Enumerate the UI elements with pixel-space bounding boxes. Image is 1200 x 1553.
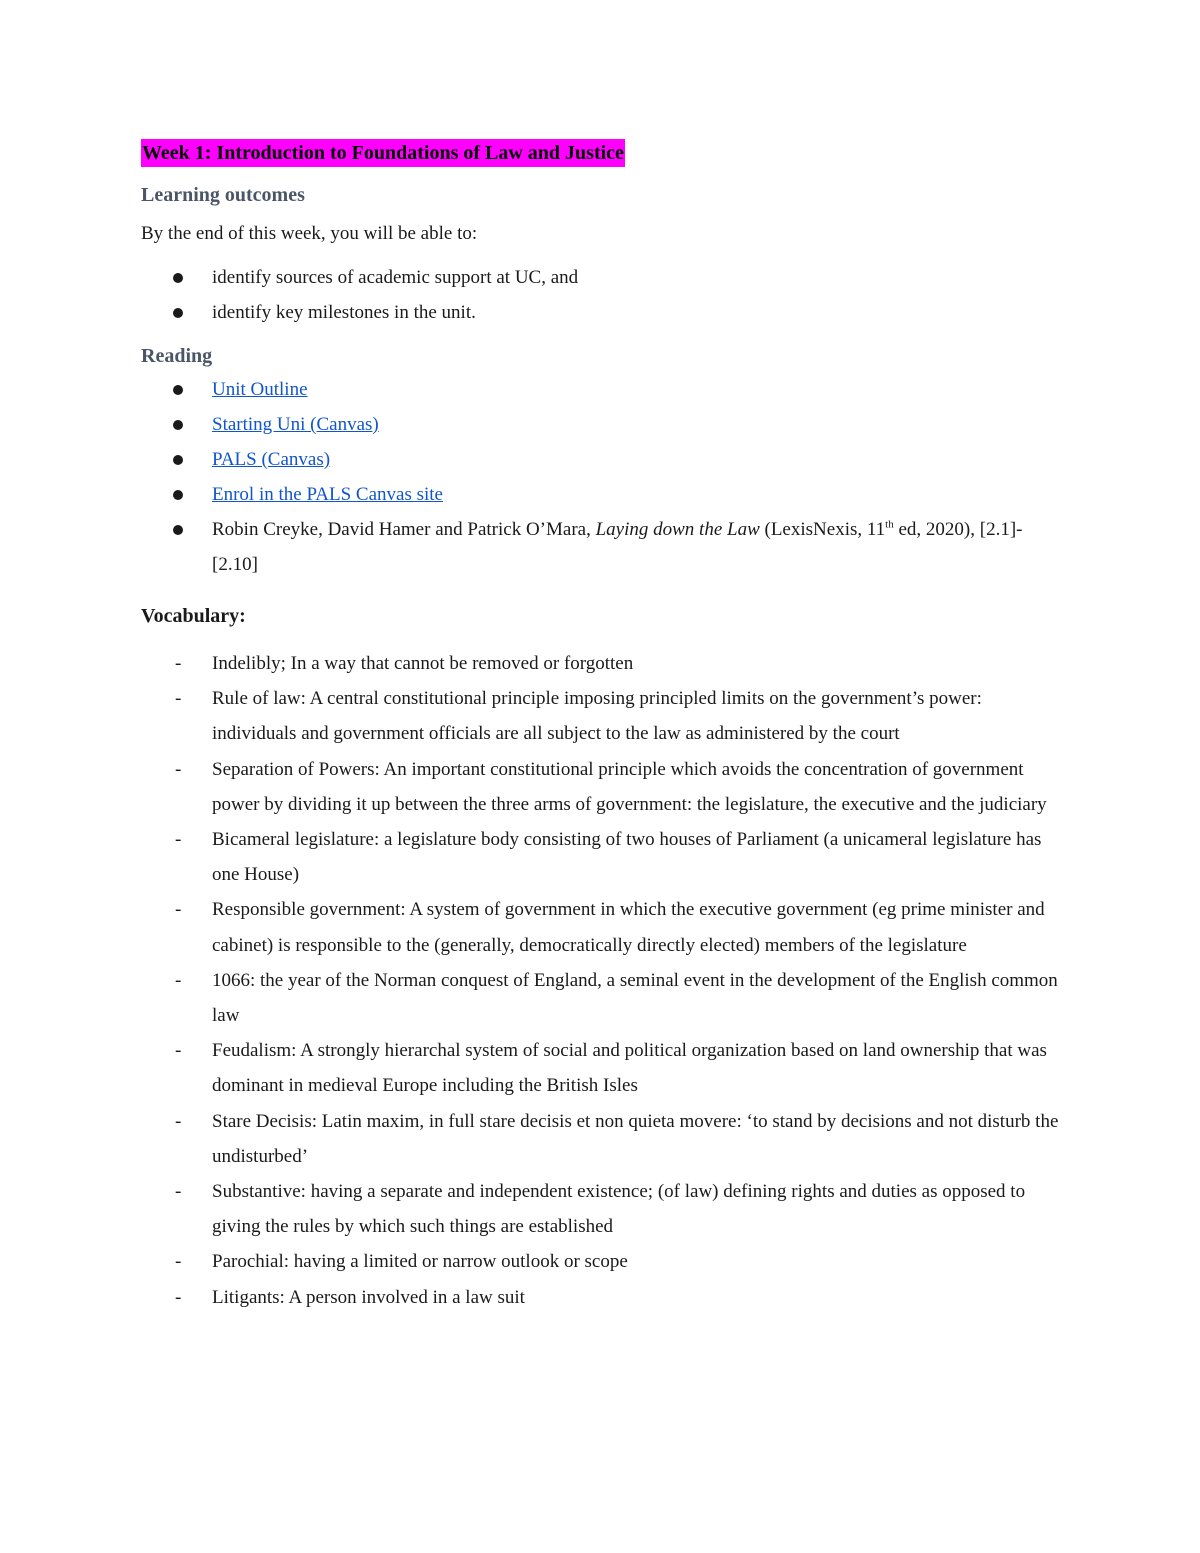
vocab-text: 1066: the year of the Norman conquest of England, a seminal event in the development of the English common law: [212, 969, 1058, 1027]
dash-marker: -: [175, 653, 182, 674]
citation-edition-suffix: th: [885, 518, 894, 531]
dash-marker: -: [175, 1251, 182, 1273]
vocab-text: Parochial: having a limited or narrow outlook or scope: [212, 1251, 628, 1273]
learning-outcomes-list: [141, 260, 1061, 330]
citation-book-title: Laying down the Law: [595, 519, 760, 540]
unit-outline-link[interactable]: Unit Outline: [212, 379, 308, 400]
list-item: [141, 407, 1061, 442]
citation-details: ed, 2020), [2.1]-[2.10]: [212, 519, 1023, 575]
enrol-pals-link[interactable]: Enrol in the PALS Canvas site: [212, 484, 443, 505]
bullet-icon: [173, 420, 183, 430]
bullet-icon: [173, 308, 183, 318]
list-item: [141, 442, 1061, 477]
vocab-item: [141, 646, 1061, 681]
outcome-text: identify sources of academic support at UC, and: [212, 267, 579, 288]
week-title: Week 1: Introduction to Foundations of Law and Justice: [141, 139, 625, 167]
vocab-item: [141, 1280, 1061, 1315]
dash-marker: -: [175, 1040, 182, 1062]
vocab-item: [141, 822, 1061, 892]
citation-authors: Robin Creyke, David Hamer and Patrick O’Mara,: [212, 519, 596, 540]
vocab-item: [141, 892, 1061, 962]
learning-outcomes-heading: Learning outcomes: [141, 184, 305, 206]
dash-marker: -: [175, 1110, 182, 1132]
outcome-text: identify key milestones in the unit.: [212, 302, 476, 323]
list-item: [141, 295, 1061, 330]
vocabulary-list: [141, 646, 1061, 1315]
list-item: [141, 512, 1061, 582]
document-content: [141, 139, 1061, 1315]
pals-canvas-link[interactable]: PALS (Canvas): [212, 449, 331, 470]
list-item: [141, 477, 1061, 512]
dash-marker: -: [175, 899, 182, 921]
vocab-text: Responsible government: A system of government in which the executive government (eg prime minister and cabinet) is responsible to the (generally, democratically directly elected) members of the legislature: [212, 899, 1045, 956]
dash-marker: -: [175, 829, 182, 851]
vocab-text: Rule of law: A central constitutional principle imposing principled limits on the government’s power: individuals and government officials are all subject to the law as administered by the court: [212, 688, 982, 745]
list-item: [141, 260, 1061, 295]
bullet-icon: [173, 273, 183, 283]
bullet-icon: [173, 490, 183, 500]
vocab-item: [141, 752, 1061, 822]
vocab-item: [141, 1244, 1061, 1279]
vocab-item: [141, 681, 1061, 751]
vocab-text: Indelibly; In a way that cannot be removed or forgotten: [212, 653, 634, 674]
vocab-text: Bicameral legislature: a legislature body consisting of two houses of Parliament (a unicameral legislature has one House): [212, 829, 1042, 886]
dash-marker: -: [175, 1181, 182, 1203]
vocabulary-heading: Vocabulary:: [141, 605, 246, 627]
starting-uni-link[interactable]: Starting Uni (Canvas): [212, 414, 379, 435]
dash-marker: -: [175, 758, 182, 780]
vocab-text: Separation of Powers: An important constitutional principle which avoids the concentration of government power by dividing it up between the three arms of government: the legislature, the executive and the judiciary: [212, 758, 1047, 815]
vocab-text: Substantive: having a separate and independent existence; (of law) defining rights and duties as opposed to giving the rules by which such things are established: [212, 1181, 1026, 1238]
citation-publisher: (LexisNexis, 11: [759, 519, 886, 540]
vocab-text: Stare Decisis: Latin maxim, in full stare decisis et non quieta movere: ‘to stand by decisions and not disturb the undisturbed’: [212, 1110, 1059, 1167]
vocab-text: Litigants: A person involved in a law suit: [212, 1286, 525, 1308]
reading-list: [141, 372, 1061, 582]
vocab-text: Feudalism: A strongly hierarchal system of social and political organization based on land ownership that was dominant in medieval Europe including the British Isles: [212, 1040, 1047, 1097]
vocab-item: [141, 1033, 1061, 1103]
dash-marker: -: [175, 1286, 182, 1308]
dash-marker: -: [175, 688, 182, 710]
bullet-icon: [173, 385, 183, 395]
vocab-item: [141, 1104, 1061, 1174]
learning-outcomes-intro: By the end of this week, you will be able to:: [141, 223, 478, 244]
bullet-icon: [173, 455, 183, 465]
reading-heading: Reading: [141, 345, 213, 367]
list-item: [141, 372, 1061, 407]
vocab-item: [141, 963, 1061, 1033]
title-row: [141, 139, 1061, 171]
dash-marker: -: [175, 969, 182, 991]
vocab-item: [141, 1174, 1061, 1244]
bullet-icon: [173, 525, 183, 535]
